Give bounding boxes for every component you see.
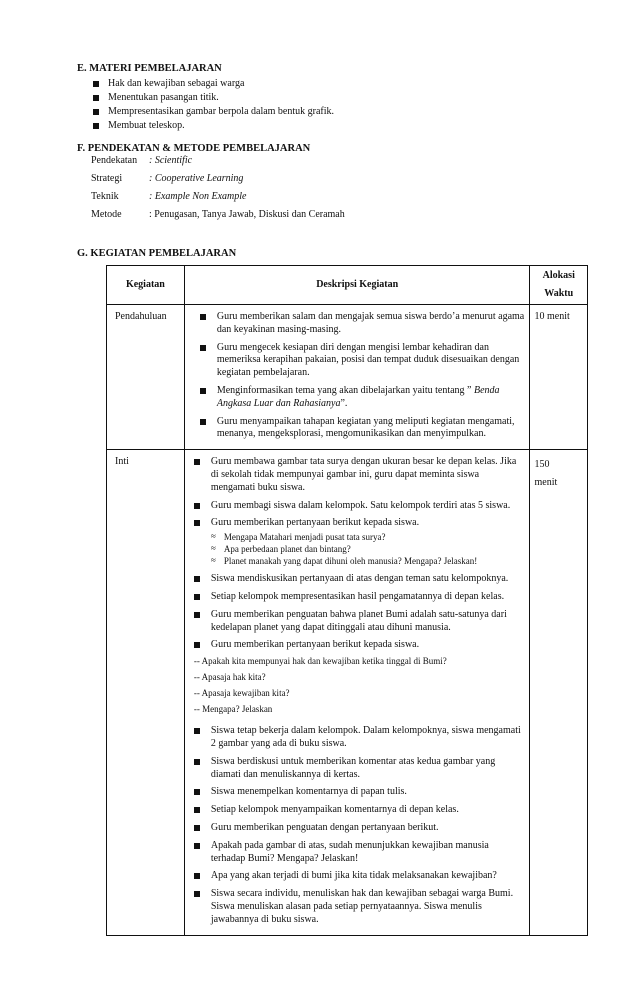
table-row — [91, 191, 345, 209]
row-value: : Scientific — [149, 155, 193, 166]
list-item: Setiap kelompok menyampaikan komentarnya di depan kelas. — [194, 804, 525, 817]
time-cell: 10 menit — [530, 305, 588, 450]
row-value: : Penugasan, Tanya Jawab, Diskusi dan Ceramah — [149, 209, 345, 220]
list-item: Guru memberikan salam dan mengajak semua siswa berdo’a menurut agama dan keyakinan masing-masing. — [200, 311, 525, 337]
approach-table — [91, 155, 345, 227]
list-item: Guru memberikan penguatan bahwa planet Bumi adalah satu-satunya dari kedelapan planet yang dapat ditinggali atau dihuni manusia. — [194, 609, 525, 635]
sub-question: ≈ Apa perbedaan planet dan bintang? — [211, 544, 525, 556]
row-key: Metode — [91, 209, 122, 220]
sub-question: ≈ Planet manakah yang dapat dihuni oleh manusia? Mengapa? Jelaskan! — [211, 556, 525, 568]
list-item: Siswa secara individu, menuliskan hak dan kewajiban sebagai warga Bumi. Siswa menuliskan alasan pada setiap pernyataannya. Siswa menulis jawabannya di buku siswa. — [194, 888, 525, 926]
list-item: Guru membawa gambar tata surya dengan ukuran besar ke depan kelas. Jika di sekolah tidak mempunyai gambar ini, guru dapat meminta siswa mengamati buku siswa. — [194, 456, 525, 494]
row-key: Pendekatan — [91, 155, 138, 166]
deskripsi-cell — [184, 450, 530, 935]
list-item: Mempresentasikan gambar berpola dalam bentuk grafik. — [91, 106, 334, 120]
dash-question: -- Apasaja kewajiban kita? — [193, 688, 290, 699]
list-item: Membuat teleskop. — [91, 120, 334, 134]
list-item: Guru memberikan pertanyaan berikut kepada siswa. ≈ Mengapa Matahari menjadi pusat tata surya? ≈ Apa perbedaan planet dan bintang? ≈ Planet manakah yang dapat dihuni oleh manusia? Mengapa? Jelaskan! — [194, 517, 525, 568]
dash-question: -- Apakah kita mempunyai hak dan kewajiban ketika tinggal di Bumi? — [193, 656, 447, 667]
sub-question: ≈ Mengapa Matahari menjadi pusat tata surya? — [211, 532, 525, 544]
list-item: Guru memberikan penguatan dengan pertanyaan berikut. — [194, 822, 525, 835]
row-key: Strategi — [91, 173, 123, 184]
row-value: : Example Non Example — [149, 191, 247, 202]
phase-inti: Inti — [107, 450, 185, 935]
row-key: Teknik — [91, 191, 119, 202]
list-item: Hak dan kewajiban sebagai warga — [91, 78, 334, 92]
time-cell: 150 menit — [530, 450, 588, 935]
dash-question: -- Apasaja hak kita? — [193, 672, 266, 683]
deskripsi-cell — [184, 305, 530, 450]
dash-question-list — [194, 656, 525, 720]
sub-question-list — [211, 532, 525, 568]
list-item: Siswa tetap bekerja dalam kelompok. Dalam kelompoknya, siswa mengamati 2 gambar yang ada di buku siswa. — [194, 725, 525, 751]
row-value: : Cooperative Learning — [149, 173, 244, 184]
header-deskripsi: Deskripsi Kegiatan — [184, 266, 530, 305]
list-item: Guru mengecek kesiapan diri dengan mengisi lembar kehadiran dan memeriksa kerapihan pakaian, posisi dan tempat duduk disesuaikan dengan kegiatan pembelajaran. — [200, 342, 525, 380]
list-item: Apakah pada gambar di atas, sudah menunjukkan kewajiban manusia terhadap Bumi? Mengapa? Jelaskan! — [194, 840, 525, 866]
list-item: Siswa menempelkan komentarnya di papan tulis. — [194, 786, 525, 799]
list-item: Menentukan pasangan titik. — [91, 92, 334, 106]
kegiatan-table — [106, 265, 588, 936]
list-item: Siswa berdiskusi untuk memberikan komentar atas kedua gambar yang diamati dan menuliskannya di kertas. — [194, 756, 525, 782]
phase-pendahuluan: Pendahuluan — [107, 305, 185, 450]
dash-question: -- Mengapa? Jelaskan — [193, 704, 273, 715]
table-row — [91, 209, 345, 227]
section-f-title: F. PENDEKATAN & METODE PEMBELAJARAN — [77, 143, 311, 154]
section-g-title: G. KEGIATAN PEMBELAJARAN — [77, 248, 237, 259]
list-item: Setiap kelompok mempresentasikan hasil pengamatannya di depan kelas. — [194, 591, 525, 604]
table-row — [91, 173, 345, 191]
list-item: Siswa mendiskusikan pertanyaan di atas dengan teman satu kelompoknya. — [194, 573, 525, 586]
list-item: Menginformasikan tema yang akan dibelajarkan yaitu tentang ” Benda Angkasa Luar dan Rahasianya”. — [200, 385, 525, 411]
table-header-row — [107, 266, 588, 305]
table-row — [91, 155, 345, 173]
list-item: Guru memberikan pertanyaan berikut kepada siswa. -- Apakah kita mempunyai hak dan kewajiban ketika tinggal di Bumi? -- Apasaja hak kita? -- Apasaja kewajiban kita? -- Mengapa? Jelaskan — [194, 639, 525, 720]
section-e-title: E. MATERI PEMBELAJARAN — [77, 63, 222, 74]
materi-list — [91, 78, 334, 134]
list-item: Guru membagi siswa dalam kelompok. Satu kelompok terdiri atas 5 siswa. — [194, 500, 525, 513]
list-item: Guru menyampaikan tahapan kegiatan yang meliputi kegiatan mengamati, menanya, mengeksplorasi, mengomunikasikan dan menyimpulkan. — [200, 416, 525, 442]
list-item: Apa yang akan terjadi di bumi jika kita tidak melaksanakan kewajiban? — [194, 870, 525, 883]
table-row — [107, 305, 588, 450]
header-kegiatan: Kegiatan — [107, 266, 185, 305]
table-row — [107, 450, 588, 935]
header-alokasi: Alokasi Waktu — [530, 266, 588, 305]
